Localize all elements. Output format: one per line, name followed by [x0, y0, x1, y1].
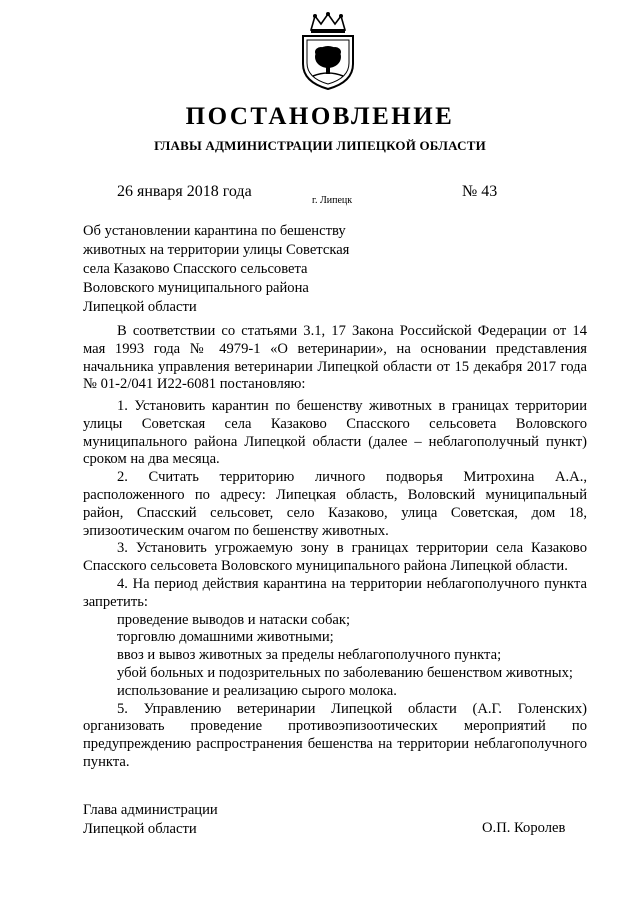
preamble-paragraph: В соответствии со статьями 3.1, 17 Закона Российской Федерации от 14 мая 1993 года № 4979-1 «О ветеринарии», на основании представления начальника управления ветеринарии Липецкой области от 15 декабря 2017 года № 01-2/041 И22-6081 постановляю:	[83, 323, 587, 393]
point-4: 4. На период действия карантина на территории неблагополучного пункта запретить:	[83, 575, 587, 610]
subject-line: Липецкой области	[83, 299, 197, 315]
document-subject	[83, 222, 413, 317]
point-3: 3. Установить угрожаемую зону в границах территории села Казаково Спасского сельсовета Воловского муниципального района Липецкой области.	[83, 540, 587, 575]
subject-line: Воловского муниципального района	[83, 280, 309, 296]
subject-line: животных на территории улицы Советская	[83, 242, 350, 258]
document-date: 26 января 2018 года	[117, 183, 252, 200]
signatory-position-line: Липецкой области	[83, 821, 197, 837]
restriction-item: использование и реализацию сырого молока.	[117, 682, 397, 699]
subject-line: Об установлении карантина по бешенству	[83, 223, 346, 239]
coat-of-arms-icon	[297, 12, 359, 92]
signatory-position-line: Глава администрации	[83, 802, 218, 818]
restriction-item: проведение выводов и натаски собак;	[117, 611, 351, 628]
restriction-item: торговлю домашними животными;	[117, 629, 334, 646]
point-5: 5. Управлению ветеринарии Липецкой области (А.Г. Голенских) организовать проведение противоэпизоотических мероприятий по предупреждению распространения бешенства на территории неблагополучного пункта.	[83, 700, 587, 770]
signatory-name: О.П. Королев	[482, 820, 566, 836]
preamble-block	[83, 323, 587, 394]
point-2: 2. Считать территорию личного подворья Митрохина А.А., расположенного по адресу: Липецкая область, Воловский муниципальный район, Спасский сельсовет, село Казаково, улица Советская, дом 18, эпизоотическим очагом по бешенству животных.	[83, 469, 587, 539]
document-number: № 43	[462, 183, 498, 200]
document-subtitle: ГЛАВЫ АДМИНИСТРАЦИИ ЛИПЕЦКОЙ ОБЛАСТИ	[154, 138, 486, 153]
document-city: г. Липецк	[312, 195, 353, 206]
document-title: ПОСТАНОВЛЕНИЕ	[185, 103, 455, 130]
resolution-points	[83, 398, 587, 772]
restriction-item: ввоз и вывоз животных за пределы неблагополучного пункта;	[117, 647, 502, 664]
subject-line: села Казаково Спасского сельсовета	[83, 261, 308, 277]
point-1: 1. Установить карантин по бешенству животных в границах территории улицы Советская села Казаково Спасского сельсовета Воловского муниципального района Липецкой области (далее – неблагополучный пункт) сроком на два месяца.	[83, 398, 587, 468]
signatory-position	[83, 801, 218, 839]
restriction-item: убой больных и подозрительных по заболеванию бешенством животных;	[117, 664, 573, 681]
